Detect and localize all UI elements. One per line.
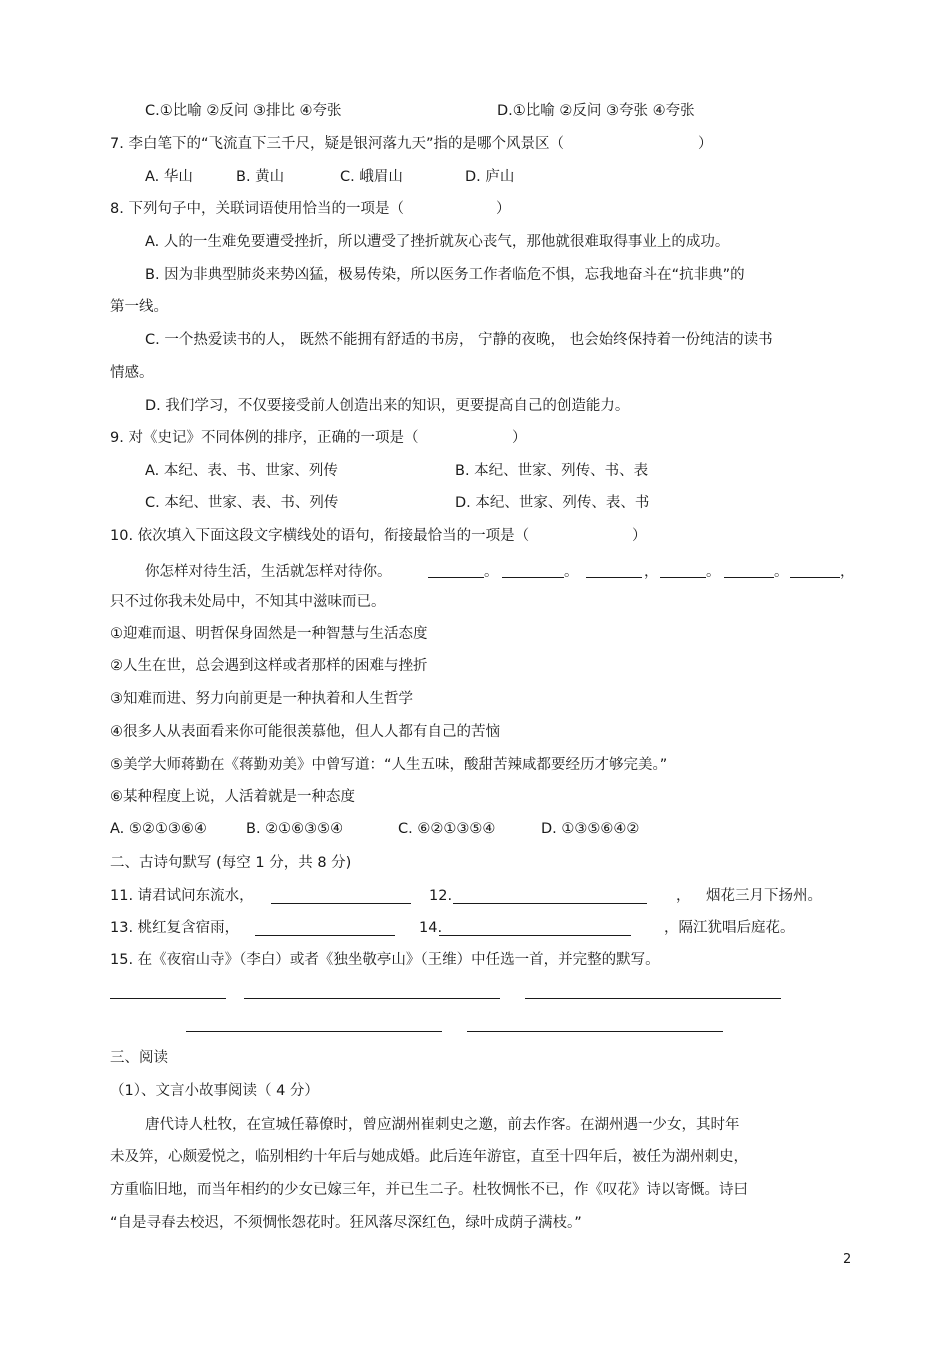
q14-label: 14. <box>419 920 443 936</box>
q8-option-b-line2: 第一线。 <box>110 299 168 315</box>
q15-blank-3[interactable] <box>525 998 781 999</box>
q7-option-c: C. 峨眉山 <box>340 169 403 185</box>
passage-line-3: 方重临旧地，而当年相约的少女已嫁三年，并已生二子。杜牧惆怅不已，作《叹花》诗以寄慨。诗曰 <box>110 1182 748 1198</box>
q10-option-d: D. ①③⑤⑥④② <box>541 821 640 837</box>
q10-punct-6: ， <box>840 564 855 580</box>
q10-lead: 你怎样对待生活，生活就怎样对待你。 <box>145 564 392 580</box>
q10-blank-2[interactable] <box>502 577 564 578</box>
q11-text: 11. 请君试问东流水， <box>110 888 254 904</box>
q10-option-b: B. ②①⑥③⑤④ <box>246 821 344 837</box>
q10-option-a: A. ⑤②①③⑥④ <box>110 821 207 837</box>
q13-text: 13. 桃红复含宿雨， <box>110 920 240 936</box>
q10-blank-1[interactable] <box>428 577 484 578</box>
q12-second-line: 烟花三月下扬州。 <box>706 888 822 904</box>
page-number: 2 <box>843 1252 852 1267</box>
q10-sentence-5: ⑤美学大师蒋勤在《蒋勤劝美》中曾写道：“人生五味，酸甜苦辣咸都要经历才够完美。” <box>110 757 668 773</box>
q10-sentence-6: ⑥某种程度上说，人活着就是一种态度 <box>110 789 355 805</box>
q9-stem: 9. 对《史记》不同体例的排序，正确的一项是（ <box>110 430 419 446</box>
q10-punct-3: ， <box>644 564 659 580</box>
passage-line-2: 未及笄，心颇爱悦之，临别相约十年后与她成婚。此后连年游宦，直至十四年后，被任为湖州刺史， <box>110 1149 748 1165</box>
q7-option-d: D. 庐山 <box>465 169 515 185</box>
q10-continuation: 只不过你我未处局中，不知其中滋味而已。 <box>110 594 386 610</box>
q7-stem: 7. 李白笔下的“飞流直下三千尺，疑是银河落九天”指的是哪个风景区（ <box>110 136 564 152</box>
q8-close-paren: ） <box>496 201 511 217</box>
q10-option-c: C. ⑥②①③⑤④ <box>398 821 496 837</box>
q8-option-d: D. 我们学习，不仅要接受前人创造出来的知识，更要提高自己的创造能力。 <box>145 398 630 414</box>
q9-option-c: C. 本纪、世家、表、书、列传 <box>145 495 339 511</box>
q10-stem: 10. 依次填入下面这段文字横线处的语句，衔接最恰当的一项是（ <box>110 528 530 544</box>
q8-option-b-line1: B. 因为非典型肺炎来势凶猛，极易传染，所以医务工作者临危不惧，忘我地奋斗在“抗非典”的 <box>145 267 745 283</box>
q10-sentence-4: ④很多人从表面看来你可能很羡慕他，但人人都有自己的苦恼 <box>110 724 500 740</box>
q10-punct-1: 。 <box>484 564 499 580</box>
q15-blank-2[interactable] <box>244 998 500 999</box>
q10-blank-6[interactable] <box>790 577 840 578</box>
q7-option-a: A. 华山 <box>145 169 193 185</box>
q10-blank-3[interactable] <box>586 577 642 578</box>
q10-sentence-2: ②人生在世，总会遇到这样或者那样的困难与挫折 <box>110 658 428 674</box>
passage-line-1: 唐代诗人杜牧，在宣城任幕僚时，曾应湖州崔刺史之邀，前去作客。在湖州遇一少女，其时年 <box>145 1117 740 1133</box>
q12-comma: ， <box>676 888 691 904</box>
passage-line-4: “自是寻春去校迟，不须惆怅怨花时。狂风落尽深红色，绿叶成荫子满枝。” <box>110 1215 582 1231</box>
q15-blank-1[interactable] <box>110 998 226 999</box>
q6-option-d: D.①比喻 ②反问 ③夸张 ④夸张 <box>497 103 695 119</box>
q10-sentence-1: ①迎难而退、明哲保身固然是一种智慧与生活态度 <box>110 626 428 642</box>
section2-title: 二、古诗句默写 (每空 1 分，共 8 分) <box>110 855 352 871</box>
q10-punct-2: 。 <box>564 564 579 580</box>
q14-tail: ，隔江犹唱后庭花。 <box>664 920 795 936</box>
q7-close-paren: ） <box>698 136 713 152</box>
q10-sentence-3: ③知难而进、努力向前更是一种执着和人生哲学 <box>110 691 413 707</box>
q8-option-c-line1: C. 一个热爱读书的人， 既然不能拥有舒适的书房， 宁静的夜晚， 也会始终保持着一份纯洁的读书 <box>145 332 773 348</box>
q12-label: 12. <box>429 888 453 904</box>
q15-blank-4[interactable] <box>186 1031 442 1032</box>
q9-close-paren: ） <box>512 430 527 446</box>
q11-blank[interactable] <box>271 903 411 904</box>
q15-text: 15. 在《夜宿山寺》（李白）或者《独坐敬亭山》（王维）中任选一首，并完整的默写。 <box>110 952 660 968</box>
q8-stem: 8. 下列句子中，关联词语使用恰当的一项是（ <box>110 201 404 217</box>
q9-option-b: B. 本纪、世家、列传、书、表 <box>455 463 649 479</box>
q10-punct-5: 。 <box>774 564 789 580</box>
q6-option-c: C.①比喻 ②反问 ③排比 ④夸张 <box>145 103 342 119</box>
q9-option-d: D. 本纪、世家、列传、表、书 <box>455 495 650 511</box>
q10-blank-5[interactable] <box>724 577 774 578</box>
q13-blank[interactable] <box>255 935 395 936</box>
q10-close-paren: ） <box>632 528 647 544</box>
q8-option-a: A. 人的一生难免要遭受挫折，所以遭受了挫折就灰心丧气，那他就很难取得事业上的成功。 <box>145 234 730 250</box>
q10-punct-4: 。 <box>706 564 721 580</box>
q14-blank[interactable] <box>439 935 631 936</box>
q7-option-b: B. 黄山 <box>236 169 285 185</box>
section3-title: 三、阅读 <box>110 1050 168 1066</box>
q12-blank[interactable] <box>453 903 647 904</box>
section3-subtitle: （1）、文言小故事阅读（ 4 分） <box>110 1083 319 1099</box>
q9-option-a: A. 本纪、表、书、世家、列传 <box>145 463 338 479</box>
q8-option-c-line2: 情感。 <box>110 365 154 381</box>
q10-blank-4[interactable] <box>660 577 706 578</box>
q15-blank-5[interactable] <box>467 1031 723 1032</box>
